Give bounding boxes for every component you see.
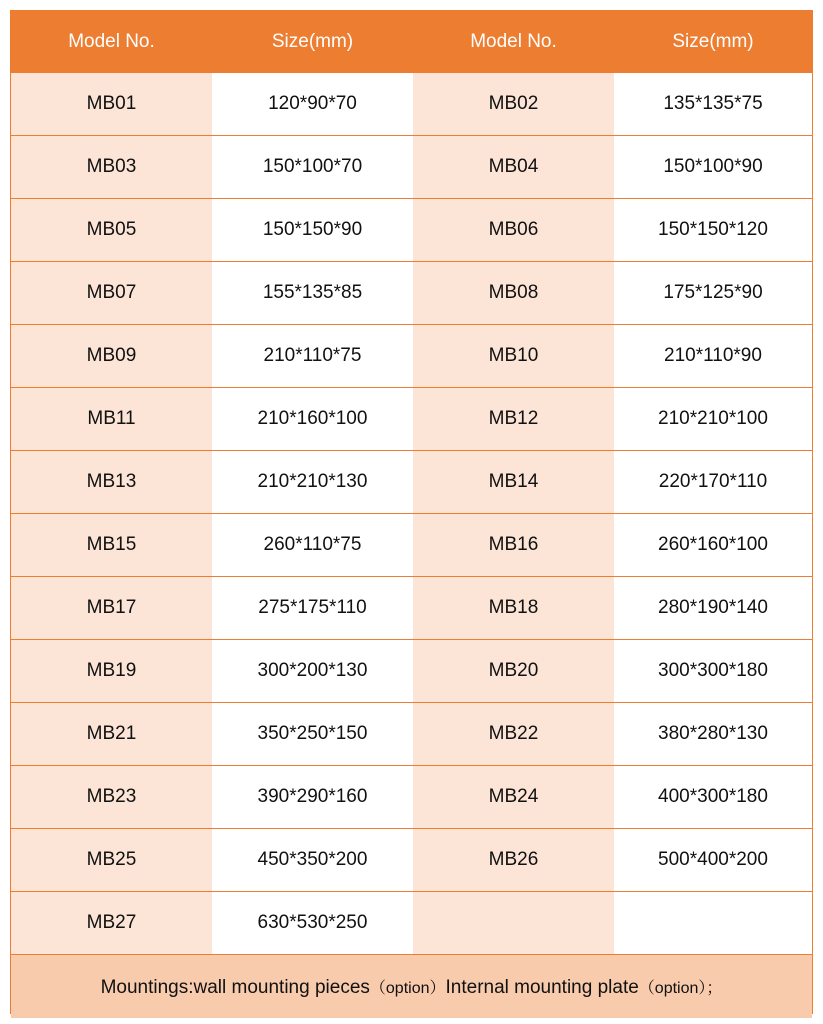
- model-size-table: [11, 11, 812, 1018]
- size-cell: 280*190*140: [614, 577, 812, 640]
- size-cell: 150*100*90: [614, 136, 812, 199]
- model-no-cell: MB17: [11, 577, 212, 640]
- model-no-cell: MB04: [413, 136, 614, 199]
- model-no-cell: MB06: [413, 199, 614, 262]
- size-cell: 260*110*75: [212, 514, 413, 577]
- model-no-cell: MB20: [413, 640, 614, 703]
- model-no-cell: MB08: [413, 262, 614, 325]
- table-body: [11, 73, 812, 955]
- table-row: [11, 136, 812, 199]
- model-no-cell: MB26: [413, 829, 614, 892]
- model-no-cell: MB27: [11, 892, 212, 955]
- mountings-text-1: Mountings:wall mounting pieces: [100, 976, 370, 998]
- size-cell: 210*210*130: [212, 451, 413, 514]
- model-no-cell: MB16: [413, 514, 614, 577]
- header-model-no-left: Model No.: [11, 11, 212, 73]
- table-row: [11, 766, 812, 829]
- size-cell: 135*135*75: [614, 73, 812, 136]
- header-size-right: Size(mm): [614, 11, 812, 73]
- footer-row: [11, 955, 812, 1019]
- model-no-cell: MB22: [413, 703, 614, 766]
- size-cell: 210*160*100: [212, 388, 413, 451]
- size-cell: 210*210*100: [614, 388, 812, 451]
- model-no-cell: [413, 892, 614, 955]
- model-no-cell: MB12: [413, 388, 614, 451]
- size-cell: 630*530*250: [212, 892, 413, 955]
- size-cell: 450*350*200: [212, 829, 413, 892]
- size-cell: 275*175*110: [212, 577, 413, 640]
- model-no-cell: MB14: [413, 451, 614, 514]
- size-cell: 120*90*70: [212, 73, 413, 136]
- size-cell: [614, 892, 812, 955]
- size-cell: 350*250*150: [212, 703, 413, 766]
- size-cell: 390*290*160: [212, 766, 413, 829]
- mountings-note: [11, 955, 812, 1019]
- model-no-cell: MB19: [11, 640, 212, 703]
- model-no-cell: MB03: [11, 136, 212, 199]
- table-row: [11, 514, 812, 577]
- model-no-cell: MB11: [11, 388, 212, 451]
- model-size-table-container: [10, 10, 813, 1014]
- model-no-cell: MB01: [11, 73, 212, 136]
- size-cell: 300*200*130: [212, 640, 413, 703]
- model-no-cell: MB10: [413, 325, 614, 388]
- model-no-cell: MB05: [11, 199, 212, 262]
- size-cell: 150*150*120: [614, 199, 812, 262]
- size-cell: 400*300*180: [614, 766, 812, 829]
- size-cell: 500*400*200: [614, 829, 812, 892]
- size-cell: 175*125*90: [614, 262, 812, 325]
- table-row: [11, 262, 812, 325]
- table-header: [11, 11, 812, 73]
- model-no-cell: MB07: [11, 262, 212, 325]
- table-row: [11, 325, 812, 388]
- model-no-cell: MB09: [11, 325, 212, 388]
- mountings-option-2: （option）；: [638, 979, 723, 997]
- size-cell: 380*280*130: [614, 703, 812, 766]
- table-row: [11, 640, 812, 703]
- model-no-cell: MB24: [413, 766, 614, 829]
- table-row: [11, 892, 812, 955]
- model-no-cell: MB15: [11, 514, 212, 577]
- model-no-cell: MB02: [413, 73, 614, 136]
- size-cell: 260*160*100: [614, 514, 812, 577]
- size-cell: 155*135*85: [212, 262, 413, 325]
- size-cell: 300*300*180: [614, 640, 812, 703]
- size-cell: 150*150*90: [212, 199, 413, 262]
- table-row: [11, 703, 812, 766]
- table-row: [11, 451, 812, 514]
- model-no-cell: MB23: [11, 766, 212, 829]
- model-no-cell: MB21: [11, 703, 212, 766]
- model-no-cell: MB13: [11, 451, 212, 514]
- header-size-left: Size(mm): [212, 11, 413, 73]
- table-row: [11, 73, 812, 136]
- table-row: [11, 829, 812, 892]
- mountings-option-1: （option）: [369, 979, 446, 997]
- table-row: [11, 199, 812, 262]
- size-cell: 150*100*70: [212, 136, 413, 199]
- size-cell: 210*110*90: [614, 325, 812, 388]
- size-cell: 210*110*75: [212, 325, 413, 388]
- table-row: [11, 577, 812, 640]
- table-row: [11, 388, 812, 451]
- model-no-cell: MB25: [11, 829, 212, 892]
- mountings-text-2: Internal mounting plate: [445, 976, 639, 998]
- size-cell: 220*170*110: [614, 451, 812, 514]
- model-no-cell: MB18: [413, 577, 614, 640]
- header-row: [11, 11, 812, 73]
- header-model-no-right: Model No.: [413, 11, 614, 73]
